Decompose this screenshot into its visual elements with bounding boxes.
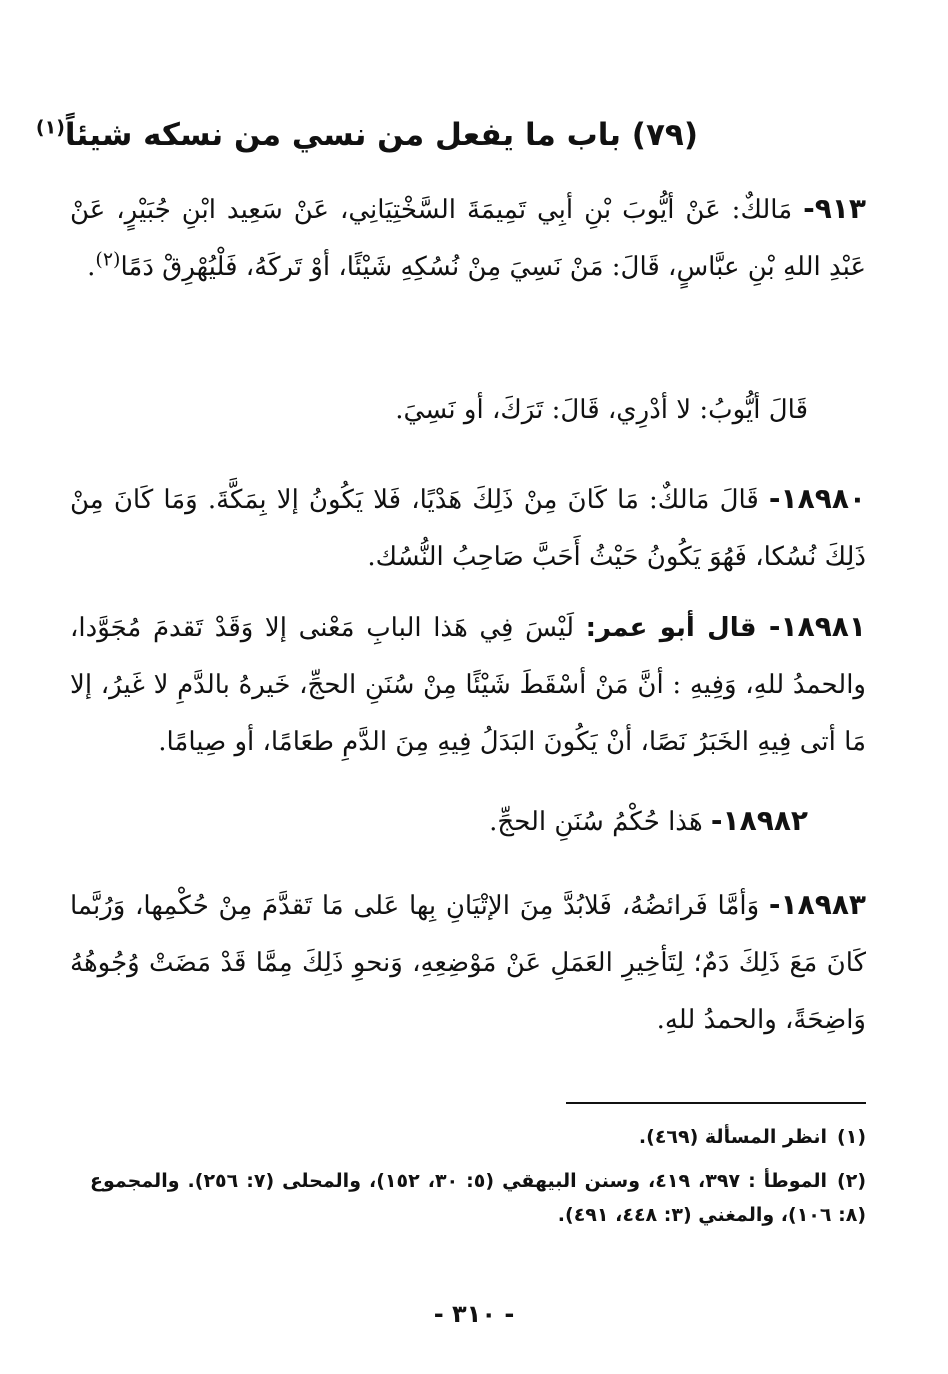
paragraph-number: ٩١٣- [803, 192, 866, 225]
footnote-1 [90, 1120, 866, 1154]
chapter-footnote-ref: (١) [35, 116, 65, 139]
paragraph-text: قَالَ أيُّوبُ: لا أدْرِي، قَالَ: تَرَكَ، أو نَسِيَ. [395, 395, 808, 425]
page-number: - ٣١٠ - [433, 1300, 515, 1328]
chapter-title [35, 112, 698, 158]
paragraph-text: قَالَ مَالكٌ: مَا كَانَ مِنْ ذَلِكَ هَدْيًا، فَلا يَكُونُ إلا بِمَكَّةَ. وَمَا كَانَ مِنْ ذَلِكَ نُسُكا، فَهُوَ يَكُونُ حَيْثُ أَحَبَّ صَاحِبُ النُّسُك. [70, 485, 866, 572]
footnote-text: انظر المسألة (٤٦٩). [638, 1126, 828, 1148]
paragraph-text: هَذا حُكْمُ سُنَنِ الحجِّ. [489, 807, 711, 837]
paragraph-text: وَأمَّا فَرائضُهُ، فَلابُدَّ مِنَ الإتْيَانِ بِها عَلى مَا تَقدَّمَ مِنْ حُكْمِها، وَرُبَّما كَانَ مَعَ ذَلِكَ دَمٌ؛ لِتَأخِيرِ العَمَلِ عَنْ مَوْضِعِهِ، وَنحوِ ذَلِكَ مِمَّا قَدْ مَضَتْ وُجُوهُهُ وَاضِحَةً، والحمدُ للهِ. [70, 891, 866, 1035]
footnote-2 [90, 1164, 866, 1232]
footnote-number: (٢) [837, 1170, 866, 1192]
paragraph-ayyub-quote [70, 382, 808, 439]
paragraph-913 [70, 180, 866, 296]
paragraph-speaker: قال أبو عمر: [585, 613, 769, 643]
paragraph-text: لَيْسَ فِي هَذا البابِ مَعْنى إلا وَقَدْ تَقدمَ مُجَوَّدا، والحمدُ للهِ، وَفِيهِ : أنَّ مَنْ أسْقَطَ شَيْئًا مِنْ سُنَنِ الحجِّ، خَيرهُ بالدَّمِ لا غَيرُ، إلا مَا أتى فِيهِ الخَبَرُ نَصًا، أنْ يَكُونَ البَدَلُ فِيهِ مِنَ الدَّمِ طعَامًا، أو صِيامًا. [70, 613, 866, 757]
paragraph-18982 [70, 792, 808, 851]
paragraph-number: ١٨٩٨٣- [768, 888, 866, 921]
footnote-ref: (٢) [95, 248, 121, 271]
paragraph-number: ١٨٩٨٠- [768, 482, 866, 515]
paragraph-18980 [70, 470, 866, 586]
paragraph-number: ١٨٩٨٢- [710, 804, 808, 837]
paragraph-text: مَالكٌ: عَنْ أيُّوبَ بْنِ أبِي تَمِيمَةَ السَّخْتِيَانِي، عَنْ سَعِيد ابْنِ جُبَيْرٍ، عَنْ عَبْدِ اللهِ بْنِ عبَّاسٍ، قَالَ: مَنْ نَسِيَ مِنْ نُسُكِهِ شَيْئًا، أوْ تَركَهُ، فَلْيُهْرِقْ دَمًا [70, 195, 866, 282]
chapter-title-text: (٧٩) باب ما يفعل من نسي من نسكه شيئاً [64, 117, 698, 153]
paragraph-end: . [87, 252, 96, 282]
paragraph-18983 [70, 876, 866, 1049]
footnote-text: الموطأ : ٣٩٧، ٤١٩، وسنن البيهقي (٥: ٣٠، ١٥٢)، والمحلى (٧: ٢٥٦). والمجموع (٨: ١٠٦)، والمغني (٣: ٤٤٨، ٤٩١). [90, 1170, 866, 1226]
footnote-number: (١) [837, 1126, 866, 1148]
paragraph-18981 [70, 598, 866, 771]
footnote-divider [566, 1102, 866, 1104]
paragraph-number: ١٨٩٨١- [768, 610, 866, 643]
